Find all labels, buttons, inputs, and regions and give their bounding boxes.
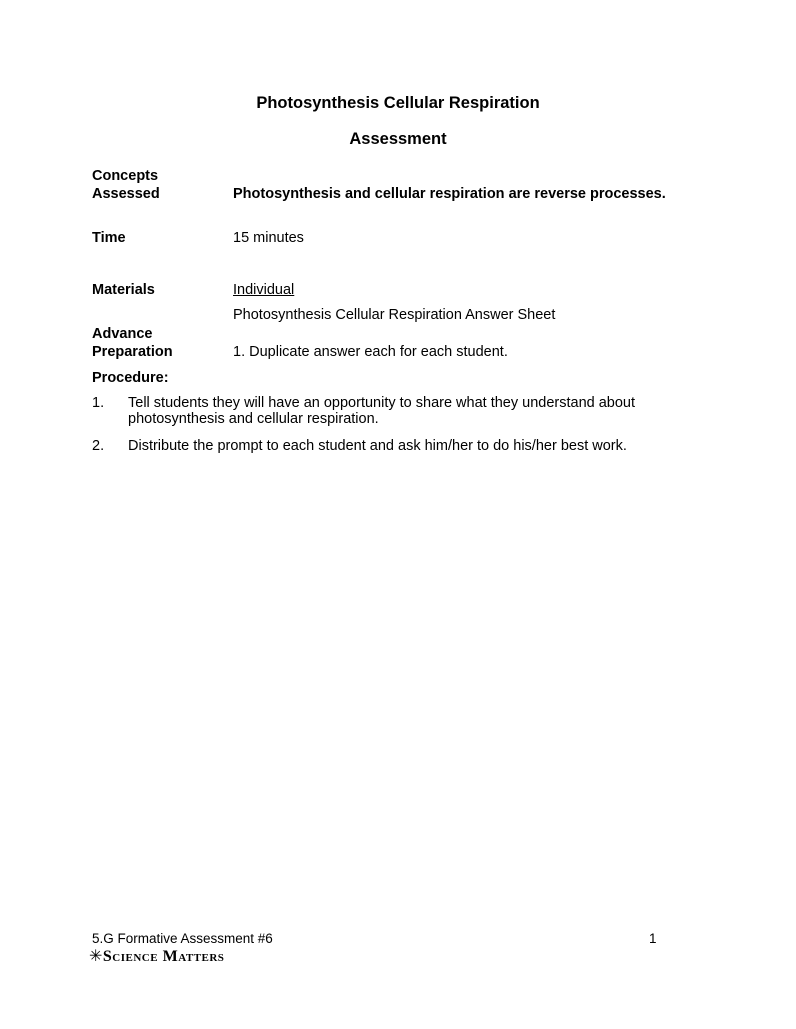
advance-prep-value: 1. Duplicate answer each for each student. bbox=[233, 344, 508, 360]
advance-prep-label-line2: Preparation bbox=[92, 344, 173, 360]
procedure-heading: Procedure: bbox=[92, 370, 169, 386]
advance-prep-label bbox=[92, 325, 173, 361]
materials-label: Materials bbox=[92, 282, 155, 298]
footer-label: 5.G Formative Assessment #6 bbox=[92, 931, 273, 946]
time-value: 15 minutes bbox=[233, 230, 304, 246]
step-number: 1. bbox=[92, 395, 105, 411]
page-subtitle: Assessment bbox=[349, 130, 447, 148]
page-number: 1 bbox=[649, 931, 657, 946]
concepts-label-line1: Concepts bbox=[92, 168, 159, 184]
advance-prep-label-line1: Advance bbox=[92, 326, 153, 342]
time-label: Time bbox=[92, 230, 126, 246]
step-line: Tell students they will have an opportunity to share what they understand about bbox=[128, 395, 636, 411]
procedure-step bbox=[128, 395, 698, 427]
concepts-label-line2: Assessed bbox=[92, 186, 160, 202]
procedure-step: Distribute the prompt to each student and ask him/her to do his/her best work. bbox=[128, 438, 627, 454]
materials-heading: Individual bbox=[233, 282, 295, 298]
concepts-value: Photosynthesis and cellular respiration are reverse processes. bbox=[233, 186, 666, 202]
concepts-label bbox=[92, 167, 160, 203]
brand-name: Science Matters bbox=[102, 948, 225, 965]
step-line: photosynthesis and cellular respiration. bbox=[128, 411, 379, 427]
asterisk-icon: ✳ bbox=[89, 948, 103, 965]
materials-item: Photosynthesis Cellular Respiration Answer Sheet bbox=[233, 307, 556, 323]
brand-logo bbox=[89, 946, 224, 966]
step-number: 2. bbox=[92, 438, 105, 454]
page-title: Photosynthesis Cellular Respiration bbox=[256, 94, 540, 112]
